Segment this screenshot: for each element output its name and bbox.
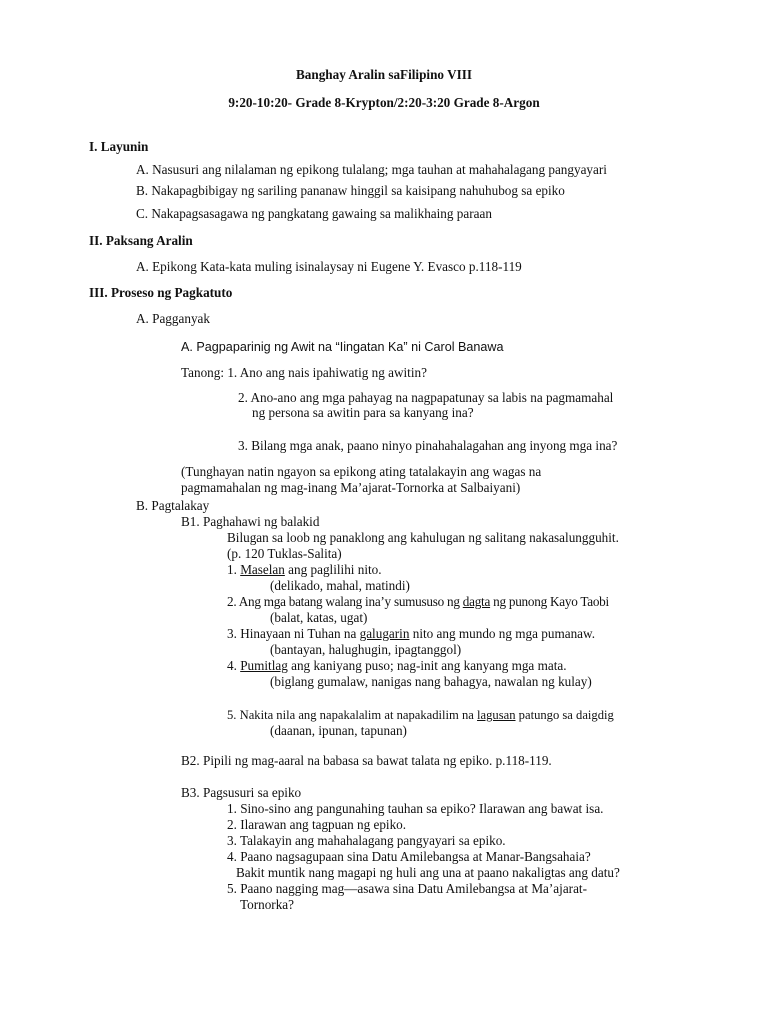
underlined-word: Pumitlag — [240, 658, 288, 673]
b1-instruction-line2: (p. 120 Tuklas-Salita) — [227, 546, 342, 561]
objective-c: C. Nakapagsasagawa ng pangkatang gawaing sa malikhaing paraan — [136, 206, 492, 221]
b3-question-1: 1. Sino-sino ang pangunahing tauhan sa epiko? Ilarawan ang bawat isa. — [227, 801, 604, 816]
vocab-item-2: 2. Ang mga batang walang ina’y sumususo ng dagta ng punong Kayo Taobi — [227, 594, 609, 609]
vocab-choices-3: (bantayan, halughugin, ipagtanggol) — [270, 642, 462, 657]
paksang-aralin-item: A. Epikong Kata-kata muling isinalaysay ni Eugene Y. Evasco p.118-119 — [136, 259, 522, 274]
pagganyak-question-2-line2: ng persona sa awitin para sa kanyang ina? — [252, 405, 474, 420]
document-title: Banghay Aralin saFilipino VIII — [295, 67, 472, 82]
b3-question-5-line2: Tornorka? — [240, 897, 294, 912]
vocab-item-1: 1. Maselan ang paglilihi nito. — [227, 562, 382, 577]
section-proseso-heading: III. Proseso ng Pagkatuto — [89, 285, 233, 300]
vocab-choices-4: (biglang gumalaw, nanigas nang bahagya, nawalan ng kulay) — [270, 674, 592, 689]
section-layunin-heading: I. Layunin — [89, 139, 149, 154]
b3-label: B3. Pagsusuri sa epiko — [181, 785, 302, 800]
b1-instruction-line1: Bilugan sa loob ng panaklong ang kahulugan ng salitang nakasalungguhit. — [227, 530, 619, 545]
underlined-word: dagta — [462, 594, 491, 609]
b3-question-2: 2. Ilarawan ang tagpuan ng epiko. — [227, 817, 407, 832]
vocab-item-5: 5. Nakita nila ang napakalalim at napakadilim na lagusan patungo sa daigdig — [227, 708, 614, 722]
pagganyak-song: A. Pagpaparinig ng Awit na “Iingatan Ka” ni Carol Banawa — [181, 340, 504, 354]
pagtalakay-label: B. Pagtalakay — [136, 498, 210, 513]
transition-line2: pagmamahalan ng mag-inang Ma’ajarat-Tornorka at Salbaiyani) — [181, 480, 521, 495]
b2-instruction: B2. Pipili ng mag-aaral na babasa sa bawat talata ng epiko. p.118-119. — [181, 753, 552, 768]
b3-question-5-line1: 5. Paano nagging mag—asawa sina Datu Amilebangsa at Ma’ajarat- — [227, 881, 587, 896]
pagganyak-label: A. Pagganyak — [136, 311, 210, 326]
vocab-item-4: 4. Pumitlag ang kaniyang puso; nag-init ang kanyang mga mata. — [227, 658, 567, 673]
b3-question-3: 3. Talakayin ang mahahalagang pangyayari sa epiko. — [227, 833, 506, 848]
vocab-choices-5: (daanan, ipunan, tapunan) — [270, 723, 407, 738]
section-paksang-aralin-heading: II. Paksang Aralin — [89, 233, 193, 248]
underlined-word: Maselan — [240, 562, 285, 577]
vocab-item-3: 3. Hinayaan ni Tuhan na galugarin nito ang mundo ng mga pumanaw. — [227, 626, 595, 641]
pagganyak-question-2-line1: 2. Ano-ano ang mga pahayag na nagpapatunay sa labis na pagmamahal — [238, 390, 614, 405]
pagganyak-question-3: 3. Bilang mga anak, paano ninyo pinahahalagahan ang inyong mga ina? — [238, 438, 618, 453]
objective-b: B. Nakapagbibigay ng sariling pananaw hinggil sa kaisipang nahuhubog sa epiko — [136, 183, 565, 198]
b3-question-4-line2: Bakit muntik nang magapi ng huli ang una at paano nakaligtas ang datu? — [236, 865, 620, 880]
pagganyak-question-1: Tanong: 1. Ano ang nais ipahiwatig ng awitin? — [181, 365, 427, 380]
vocab-choices-1: (delikado, mahal, matindi) — [270, 578, 410, 593]
vocab-choices-2: (balat, katas, ugat) — [270, 610, 368, 625]
schedule-line: 9:20-10:20- Grade 8-Krypton/2:20-3:20 Grade 8-Argon — [228, 95, 540, 110]
underlined-word: galugarin — [359, 626, 410, 641]
transition-line1: (Tunghayan natin ngayon sa epikong ating tatalakayin ang wagas na — [181, 464, 542, 479]
b1-label: B1. Paghahawi ng balakid — [181, 514, 320, 529]
objective-a: A. Nasusuri ang nilalaman ng epikong tulalang; mga tauhan at mahahalagang pangyayari — [136, 162, 607, 177]
underlined-word: lagusan — [477, 708, 516, 722]
b3-question-4-line1: 4. Paano nagsagupaan sina Datu Amilebangsa at Manar-Bangsahaia? — [227, 849, 591, 864]
